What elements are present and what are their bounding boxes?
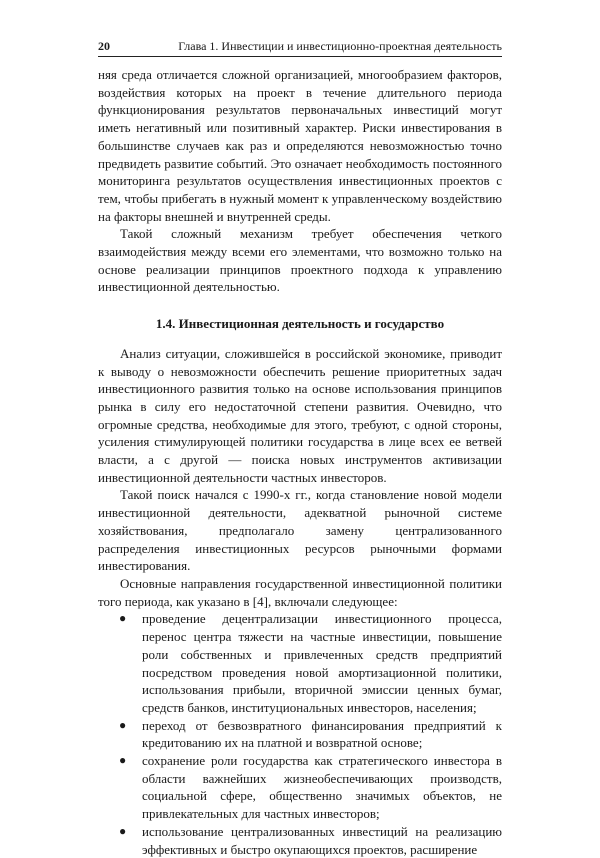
page-header [98, 36, 502, 57]
bullet-icon: ● [119, 611, 127, 626]
page-number: 20 [98, 39, 110, 53]
section-heading: 1.4. Инвестиционная деятельность и государство [155, 316, 445, 332]
list-item-text: переход от безвозвратного финансирования предприятий к кредитованию их на платной и возвратной основе; [142, 717, 502, 751]
paragraph-analysis: Анализ ситуации, сложившейся в российской экономике, приводит к выводу о невозможности обеспечить решение приоритетных задач инвестиционного развития только на основе использования принципов рынка в силу его недостаточной степени развития. Очевидно, что огромные средства, необходимые для этого, требуют, с одной стороны, усиления стимулирующей политики государства в лице всех ее ветвей власти, а с другой — поиска новых инструментов активизации инвестиционной деятельности частных инвесторов. [98, 345, 502, 485]
list-item-text: проведение децентрализации инвестиционного процесса, перенос центра тяжести на частные инвестиции, повышение роли собственных и привлеченных средств предприятий посредством проведения новой амортизационной политики, использования прибыли, вторичной эмиссии ценных бумаг, средств банков, институциональных инвесторов, населения; [142, 611, 502, 715]
bullet-icon: ● [119, 753, 127, 768]
paragraph-continued: няя среда отличается сложной организацией, многообразием факторов, воздействия которых на проект в течение длительного периода функционирования результатов первоначальных инвестиций могут иметь негативный или позитивный характер. Риски инвестирования в большинстве случаев как раз и определяются невозможностью точно предвидеть развитие событий. Это означает необходимость постоянного мониторинга результатов осуществления инвестиционных проектов с тем, чтобы прибегать в нужный момент к управленческому воздействию на факторы внешней и внутренней среды. [98, 67, 502, 224]
page-body [98, 66, 502, 858]
paragraph-search: Такой поиск начался с 1990-х гг., когда становление новой модели инвестиционной деятельности, адекватной рыночной системе хозяйствования, предполагало замену централизованного распределения инвестиционных ресурсов рыночными формами инвестирования. [98, 487, 502, 574]
running-title: Глава 1. Инвестиции и инвестиционно-проектная деятельность [178, 39, 502, 53]
bullet-icon: ● [119, 717, 127, 732]
list-item [98, 752, 502, 823]
list-item [98, 717, 502, 752]
bullet-list [98, 610, 502, 858]
list-item [98, 610, 502, 716]
paragraph-mechanism: Такой сложный механизм требует обеспечения четкого взаимодействия между всеми его элементами, что возможно только на основе реализации принципов проектного подхода к управлению инвестиционной деятельностью. [98, 226, 502, 295]
list-item-text: использование централизованных инвестиций на реализацию эффективных и быстро окупающихся проектов, расширение [142, 823, 502, 857]
list-item [98, 823, 502, 858]
bullet-icon: ● [119, 823, 127, 838]
paragraph-directions: Основные направления государственной инвестиционной политики того периода, как указано в [4], включали следующее: [98, 575, 502, 609]
list-item-text: сохранение роли государства как стратегического инвестора в области важнейших жизнеобеспечивающих производств, социальной сфере, общественно значимых объектов, не привлекательных для частных инвесторов; [142, 753, 502, 822]
